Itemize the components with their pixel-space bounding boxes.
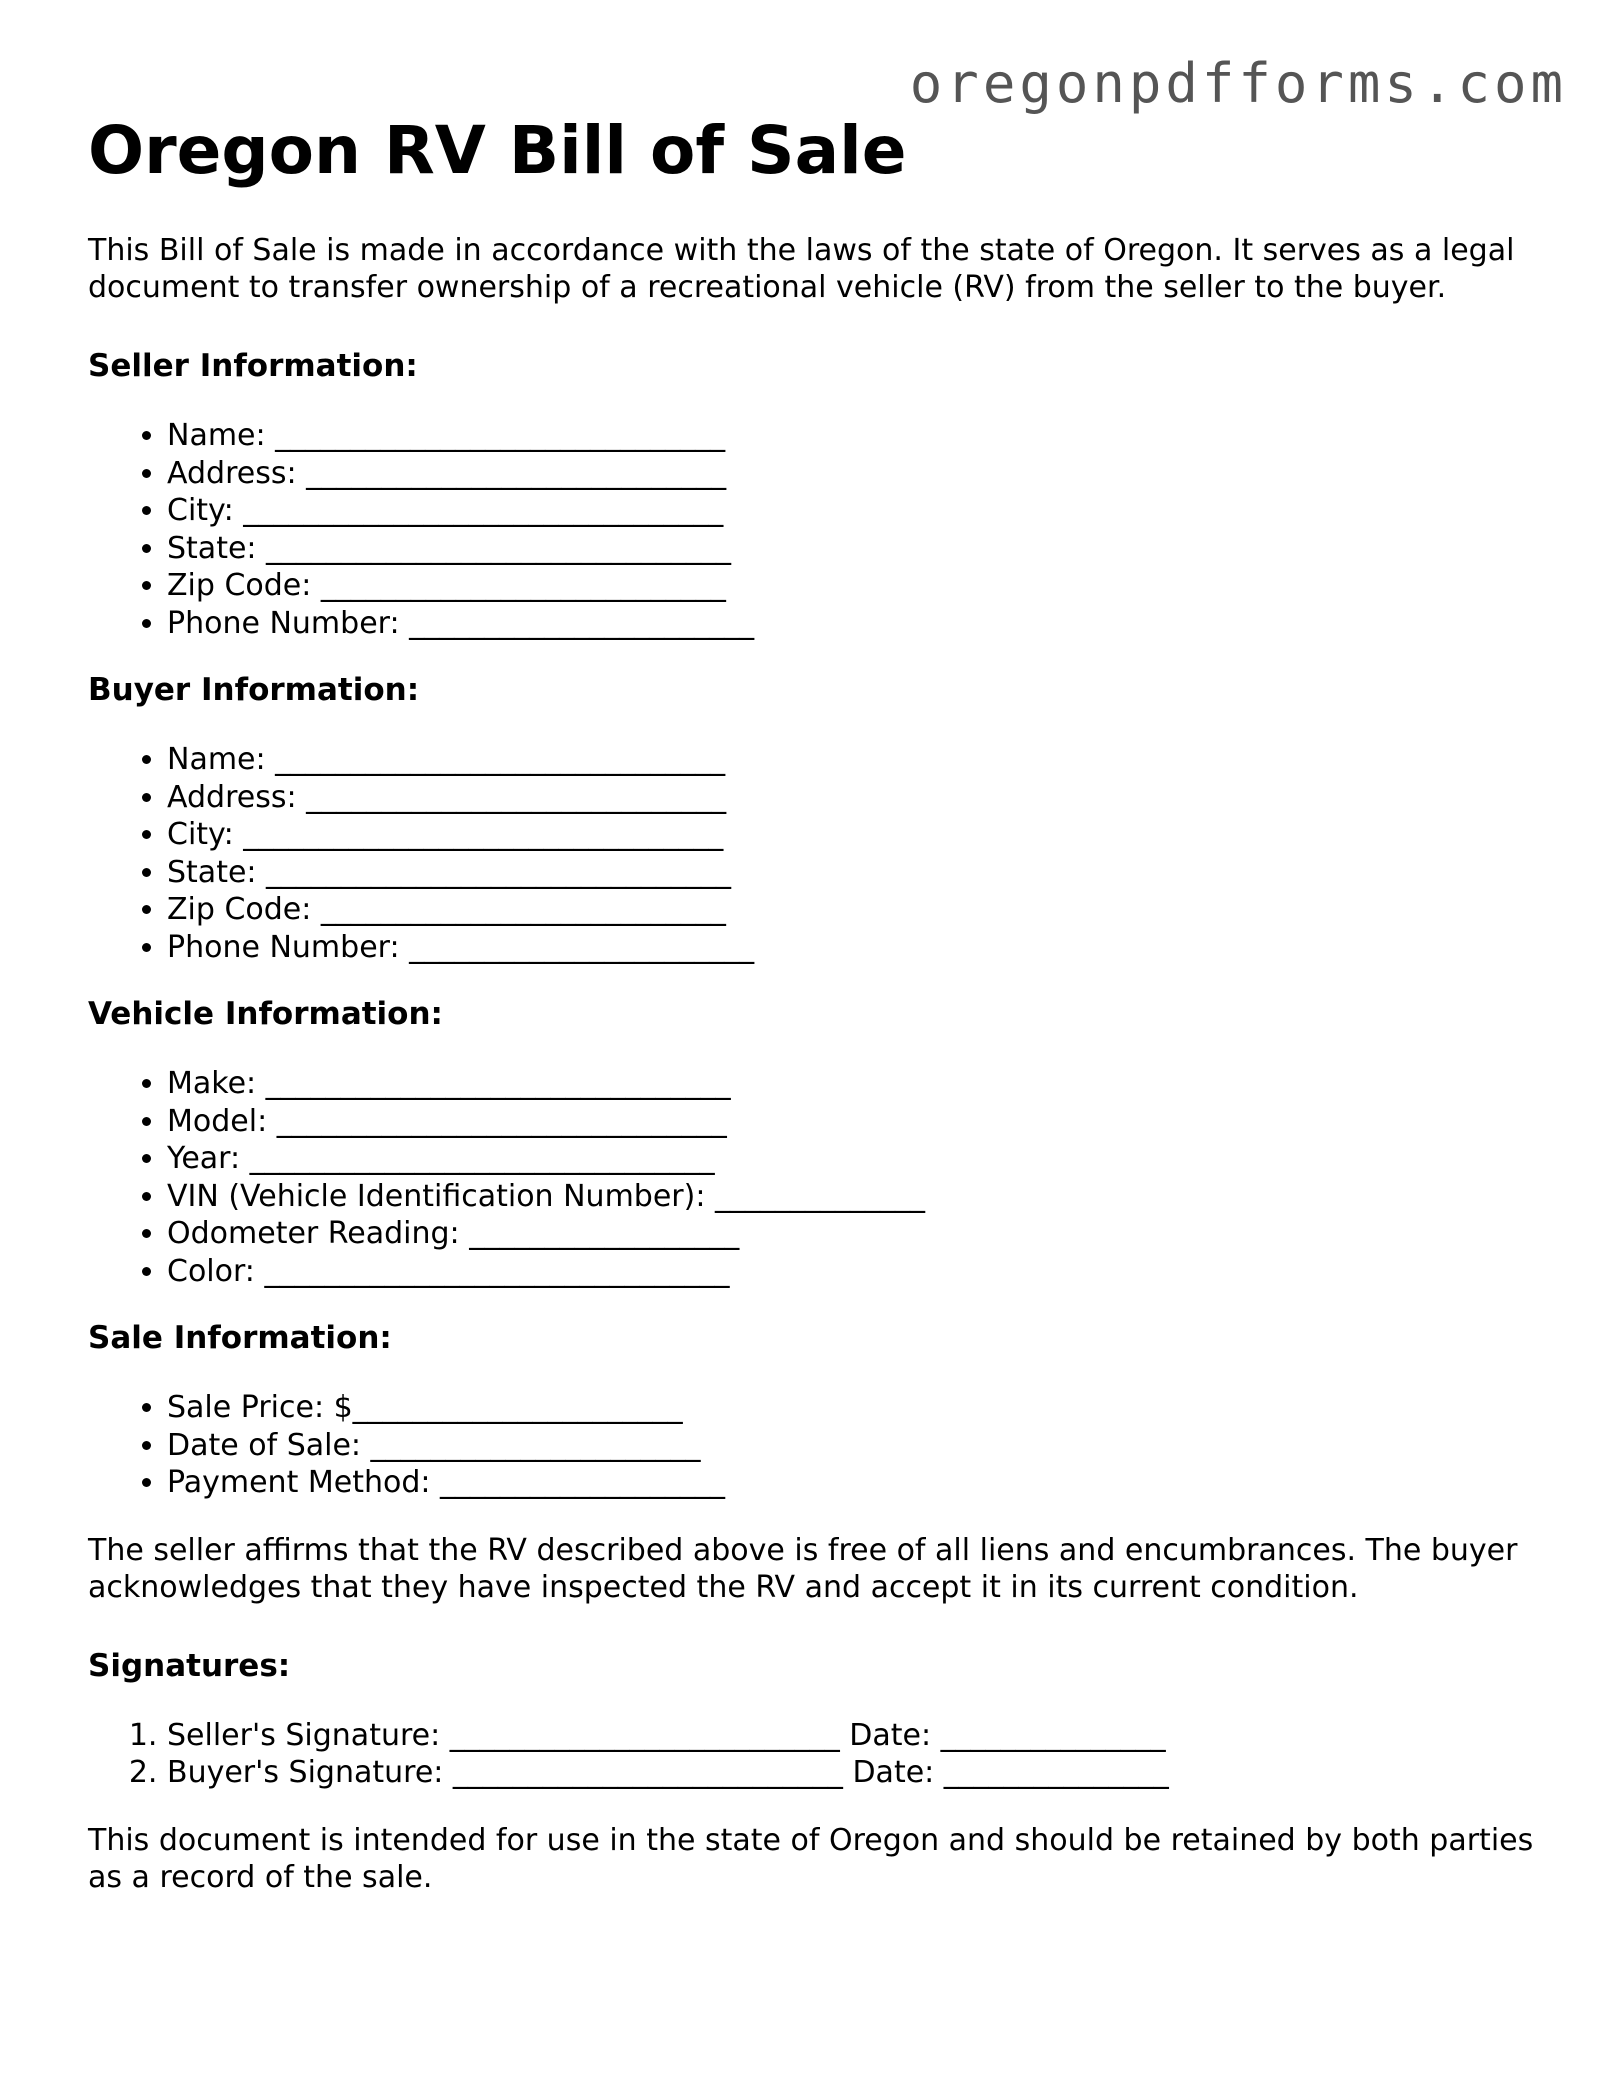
vehicle-vin-field[interactable]: • VIN (Vehicle Identification Number): ______________ (167, 1178, 1548, 1216)
buyer-phone-field[interactable]: • Phone Number: _______________________ (167, 929, 1548, 967)
sale-date-field[interactable]: • Date of Sale: ______________________ (167, 1427, 1548, 1465)
buyer-city-field[interactable]: • City: ________________________________ (167, 816, 1548, 854)
sale-info-list (88, 1389, 1548, 1502)
signatures-list (88, 1717, 1548, 1792)
seller-info-heading: Seller Information: (88, 348, 418, 384)
buyer-zip-field[interactable]: • Zip Code: ___________________________ (167, 891, 1548, 929)
buyer-info-heading: Buyer Information: (88, 672, 420, 708)
vehicle-odometer-field[interactable]: • Odometer Reading: __________________ (167, 1215, 1548, 1253)
document-page (88, 108, 1548, 1938)
buyer-state-field[interactable]: • State: _______________________________ (167, 854, 1548, 892)
buyer-address-field[interactable]: • Address: ____________________________ (167, 779, 1548, 817)
sale-info-heading: Sale Information: (88, 1320, 392, 1356)
seller-signature-field[interactable]: 1. Seller's Signature: __________________________ Date: _______________ (167, 1717, 1548, 1755)
vehicle-year-field[interactable]: • Year: _______________________________ (167, 1140, 1548, 1178)
sale-price-field[interactable]: • Sale Price: $______________________ (167, 1389, 1548, 1427)
affirmation-paragraph: The seller affirms that the RV described above is free of all liens and encumbrances. The buyer acknowledges that they have inspected the RV and accept it in its current condition. (88, 1532, 1518, 1605)
seller-info-list (88, 417, 1548, 642)
vehicle-info-heading: Vehicle Information: (88, 996, 443, 1032)
seller-city-field[interactable]: • City: ________________________________ (167, 492, 1548, 530)
payment-method-field[interactable]: • Payment Method: ___________________ (167, 1464, 1548, 1502)
seller-zip-field[interactable]: • Zip Code: ___________________________ (167, 567, 1548, 605)
buyer-info-list (88, 741, 1548, 966)
seller-name-field[interactable]: • Name: ______________________________ (167, 417, 1548, 455)
closing-paragraph: This document is intended for use in the state of Oregon and should be retained by both parties as a record of the sale. (88, 1822, 1534, 1895)
buyer-name-field[interactable]: • Name: ______________________________ (167, 741, 1548, 779)
vehicle-make-field[interactable]: • Make: _______________________________ (167, 1065, 1548, 1103)
signatures-heading: Signatures: (88, 1647, 291, 1684)
vehicle-model-field[interactable]: • Model: ______________________________ (167, 1103, 1548, 1141)
intro-paragraph: This Bill of Sale is made in accordance with the laws of the state of Oregon. It serves as a legal document to transfer ownership of a recreational vehicle (RV) from the seller to the buyer. (88, 233, 1515, 305)
vehicle-color-field[interactable]: • Color: _______________________________ (167, 1253, 1548, 1291)
seller-phone-field[interactable]: • Phone Number: _______________________ (167, 605, 1548, 643)
buyer-signature-field[interactable]: 2. Buyer's Signature: __________________________ Date: _______________ (167, 1754, 1548, 1792)
seller-state-field[interactable]: • State: _______________________________ (167, 530, 1548, 568)
page-title: Oregon RV Bill of Sale (88, 112, 907, 189)
vehicle-info-list (88, 1065, 1548, 1290)
seller-address-field[interactable]: • Address: ____________________________ (167, 455, 1548, 493)
watermark-site-name: oregonpdfforms.com (909, 52, 1567, 115)
